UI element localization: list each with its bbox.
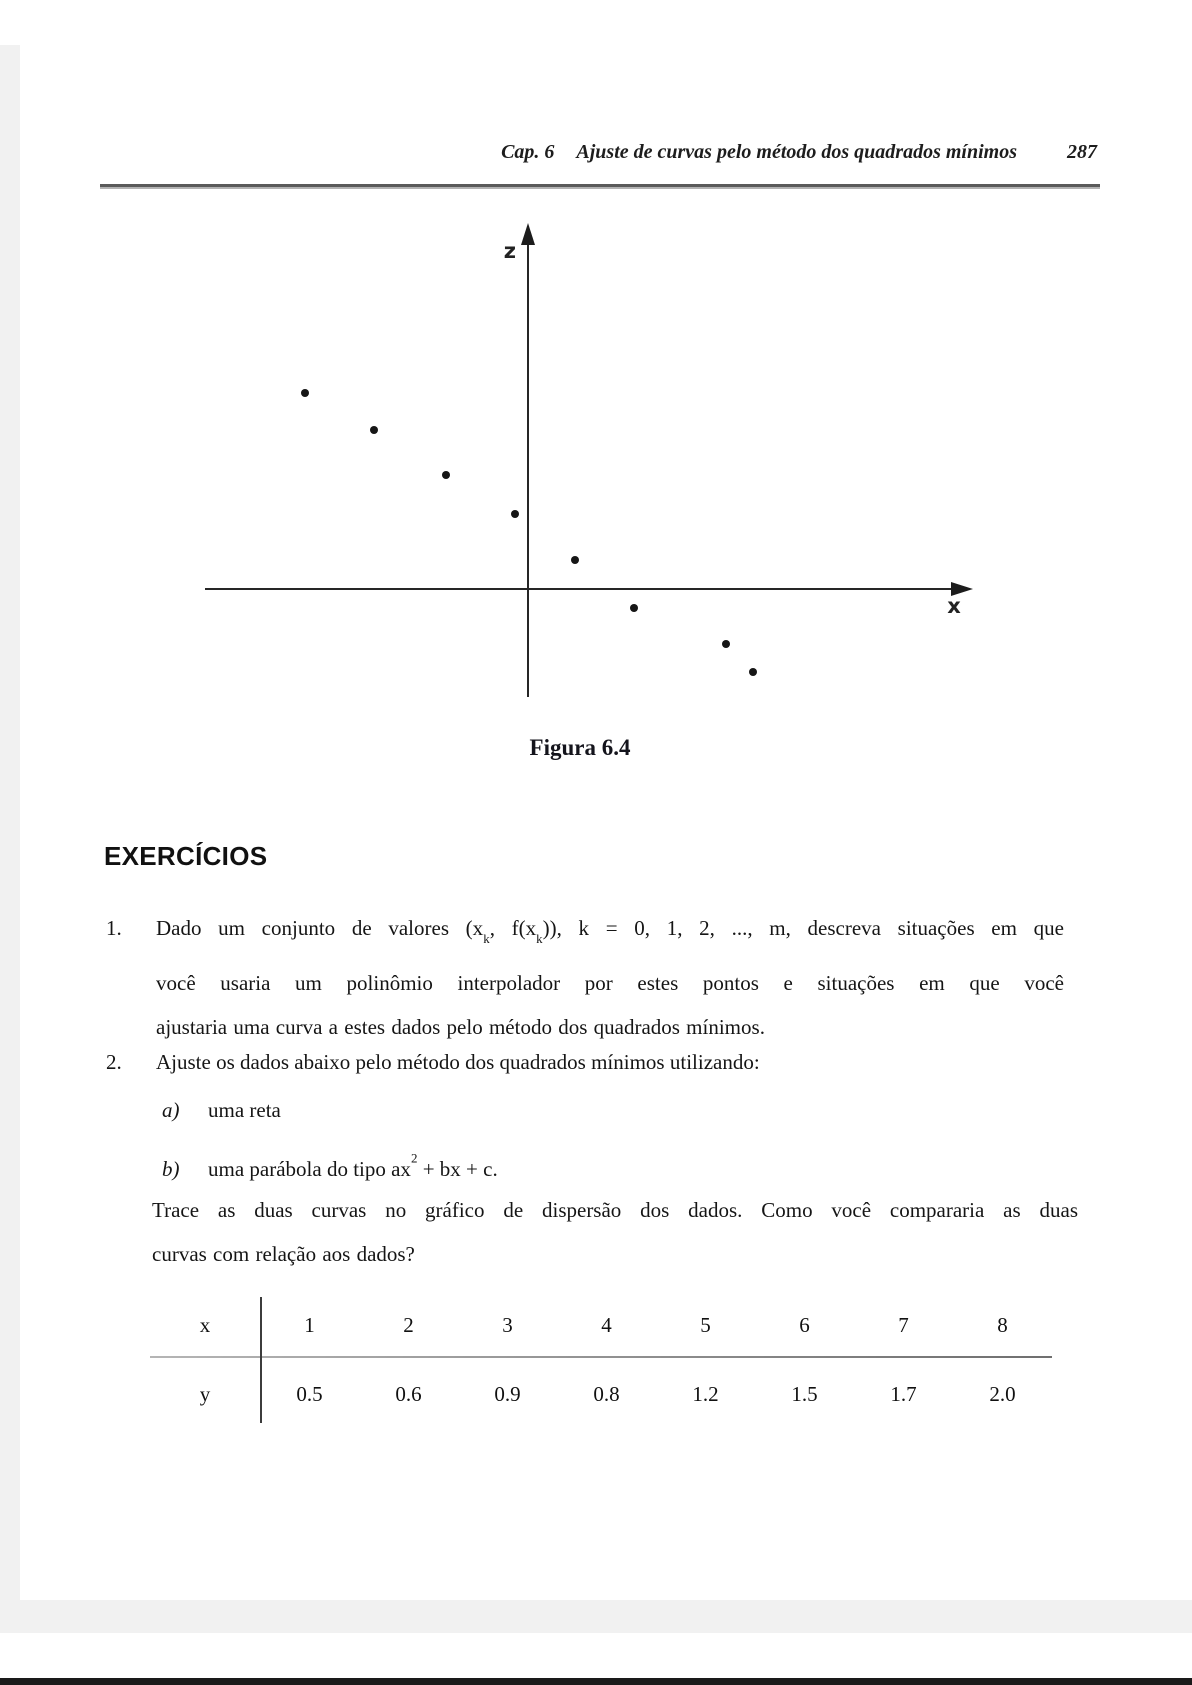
header-title: Ajuste de curvas pelo método dos quadrados mínimos bbox=[576, 141, 1017, 163]
exercise-1-line-1 bbox=[156, 906, 1064, 961]
page-number: 287 bbox=[1067, 141, 1097, 163]
scatter-point bbox=[722, 640, 730, 648]
table-cell: 1.7 bbox=[890, 1381, 917, 1406]
subitem-a-text: uma reta bbox=[208, 1098, 281, 1122]
table-cell: 0.5 bbox=[296, 1381, 323, 1406]
scatter-point bbox=[749, 668, 757, 676]
formula-text: + bx + c. bbox=[417, 1156, 498, 1181]
formula-text: )), k = 0, 1, 2, ..., m, descreva situações em que bbox=[542, 916, 1064, 940]
table-cell: 0.9 bbox=[494, 1381, 521, 1406]
table-cell: 2 bbox=[403, 1312, 414, 1337]
table-x-cells bbox=[260, 1313, 1052, 1338]
table-divider bbox=[260, 1297, 262, 1423]
page-header bbox=[100, 141, 1097, 164]
subitem-b-text bbox=[208, 1150, 498, 1181]
exercise-1-line-2: você usaria um polinômio interpolador por estes pontos e situações em que você bbox=[156, 970, 1064, 995]
scatter-point bbox=[301, 389, 309, 397]
table-cell: 1.5 bbox=[791, 1381, 818, 1406]
exercise-2-number: 2. bbox=[106, 1050, 122, 1074]
table-y-cells bbox=[260, 1382, 1052, 1407]
table-cell: 1.2 bbox=[692, 1381, 719, 1406]
table-row-x-label: x bbox=[199, 1312, 211, 1337]
table-row-y bbox=[150, 1358, 1052, 1430]
table-row-y-label: y bbox=[199, 1381, 211, 1406]
table-cell: 2.0 bbox=[989, 1381, 1016, 1406]
table-cell: 7 bbox=[898, 1312, 909, 1337]
table-cell: 6 bbox=[799, 1312, 810, 1337]
bottom-margin-shade bbox=[0, 1600, 1192, 1633]
superscript-2: 2 bbox=[410, 1150, 418, 1165]
exercise-1-number: 1. bbox=[106, 916, 122, 940]
exercise-2 bbox=[106, 1040, 1064, 1084]
table-cell: 3 bbox=[502, 1312, 513, 1337]
scatter-figure bbox=[180, 210, 980, 700]
subitem-a-marker: a) bbox=[162, 1098, 180, 1122]
figure-caption: Figura 6.4 bbox=[529, 735, 631, 760]
scatter-point bbox=[630, 604, 638, 612]
header-rule bbox=[100, 184, 1100, 189]
formula-text: , f(x bbox=[489, 916, 537, 940]
scatter-point bbox=[511, 510, 519, 518]
trace-line-1: Trace as duas curvas no gráfico de dispersão dos dados. Como você compararia as duas bbox=[152, 1198, 1078, 1222]
table-cell: 0.8 bbox=[593, 1381, 620, 1406]
scatter-plot-svg bbox=[180, 210, 980, 700]
scatter-point bbox=[571, 556, 579, 564]
data-table bbox=[150, 1294, 1052, 1430]
scatter-point bbox=[370, 426, 378, 434]
x-axis-label: x bbox=[947, 594, 961, 618]
table-cell: 5 bbox=[700, 1312, 711, 1337]
bottom-scan-bar bbox=[0, 1678, 1192, 1685]
table-row-x bbox=[150, 1294, 1052, 1356]
subitem-b-marker: b) bbox=[162, 1156, 180, 1181]
left-margin-shade bbox=[0, 45, 20, 1633]
chapter-label: Cap. 6 bbox=[501, 141, 555, 163]
exercise-1 bbox=[106, 906, 1064, 1049]
exercise-1-line-3: ajustaria uma curva a estes dados pelo método dos quadrados mínimos. bbox=[156, 1014, 765, 1039]
table-cell: 0.6 bbox=[395, 1381, 422, 1406]
table-cell: 4 bbox=[601, 1312, 612, 1337]
trace-paragraph bbox=[152, 1188, 1078, 1276]
z-axis-label: z bbox=[503, 239, 516, 263]
table-cell: 1 bbox=[304, 1312, 315, 1337]
subitem-b bbox=[162, 1141, 498, 1186]
formula-text: uma parábola do tipo ax bbox=[208, 1156, 411, 1181]
subscript-k: k bbox=[483, 930, 490, 946]
exercises-heading: EXERCÍCIOS bbox=[104, 841, 268, 871]
subitem-a bbox=[162, 1093, 281, 1127]
scatter-point bbox=[442, 471, 450, 479]
table-cell: 8 bbox=[997, 1312, 1008, 1337]
trace-line-2: curvas com relação aos dados? bbox=[152, 1242, 415, 1266]
exercise-2-text: Ajuste os dados abaixo pelo método dos quadrados mínimos utilizando: bbox=[156, 1050, 760, 1074]
formula-text: Dado um conjunto de valores (x bbox=[156, 916, 484, 940]
subscript-k: k bbox=[536, 930, 543, 946]
exercise-1-text bbox=[156, 906, 1064, 1049]
